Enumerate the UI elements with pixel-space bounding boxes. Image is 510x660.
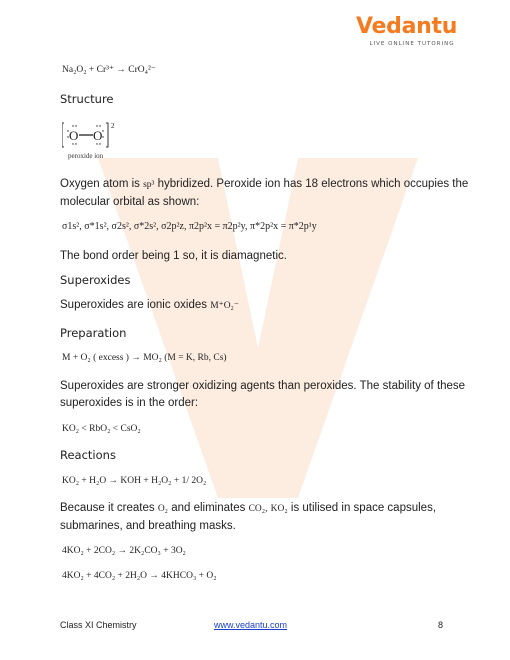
equation-peroxide-chromium: Na₂O₂ + Cr³⁺ → CrO₄²⁻ <box>62 65 156 75</box>
because-line-1 <box>60 500 436 517</box>
hybrid-sp3: sp³ <box>143 180 155 190</box>
hybrid-text-b: hybridized. Peroxide ion has 18 electrons which occupies the <box>157 178 469 190</box>
footer-class-label: Class XI Chemistry <box>60 620 137 630</box>
heading-preparation: Preparation <box>60 326 127 340</box>
stability-line-2: superoxides is in the order: <box>60 397 199 409</box>
stability-order-equation: KO₂ < RbO₂ < CsO₂ <box>62 424 141 434</box>
lewis-oxygen-left: O <box>69 128 79 143</box>
lewis-oxygen-right: O <box>93 128 103 143</box>
hybridization-line-1 <box>60 176 468 193</box>
because-text-b: and eliminates <box>171 502 246 514</box>
heading-structure: Structure <box>60 92 114 106</box>
superoxide-formula: M⁺O₂⁻ <box>210 301 239 311</box>
lewis-charge: 2 <box>111 122 115 130</box>
vedantu-logo <box>356 16 468 47</box>
because-text-c: is utilised in space capsules, <box>290 502 437 514</box>
superoxides-definition <box>60 297 239 314</box>
bond-order-text: The bond order being 1 so, it is diamagnetic. <box>60 250 287 262</box>
logo-wordmark: Vedantu <box>356 14 458 39</box>
heading-superoxides: Superoxides <box>60 273 131 287</box>
preparation-equation: M + O₂ ( excess ) → MO₂ (M = K, Rb, Cs) <box>62 353 227 363</box>
mo-configuration: σ1s², σ*1s², σ2s², σ*2s², σ2p²z, π2p²x = π2p²y, π*2p²x = π*2p¹y <box>62 221 317 232</box>
because-text-a: Because it creates <box>60 502 155 514</box>
because-co2: CO₂, <box>248 504 268 514</box>
logo-tagline: LIVE ONLINE TUTORING <box>369 41 455 47</box>
because-line-2: submarines, and breathing masks. <box>60 520 236 532</box>
reaction-ko2-co2: 4KO₂ + 2CO₂ → 2K₂CO₃ + 3O₂ <box>62 546 186 556</box>
reaction-ko2-co2-water: 4KO₂ + 4CO₂ + 2H₂O → 4KHCO₃ + O₂ <box>62 571 217 581</box>
lewis-caption: peroxide ion <box>68 152 104 160</box>
stability-line-1: Superoxides are stronger oxidizing agents than peroxides. The stability of these <box>60 380 466 392</box>
footer-page-number: 8 <box>438 620 444 630</box>
because-o2: O₂ <box>157 504 168 514</box>
peroxide-ion-lewis-structure <box>62 122 142 167</box>
superoxides-text: Superoxides are ionic oxides <box>60 299 208 311</box>
heading-reactions: Reactions <box>60 448 116 462</box>
hybrid-text-a: Oxygen atom is <box>60 178 140 190</box>
hybridization-line-2: molecular orbital as shown: <box>60 196 200 208</box>
reaction-ko2-water: KO₂ + H₂O → KOH + H₂O₂ + 1/ 2O₂ <box>62 476 207 486</box>
footer-website-link[interactable]: www.vedantu.com <box>214 620 288 630</box>
because-ko2: KO₂ <box>270 504 288 514</box>
